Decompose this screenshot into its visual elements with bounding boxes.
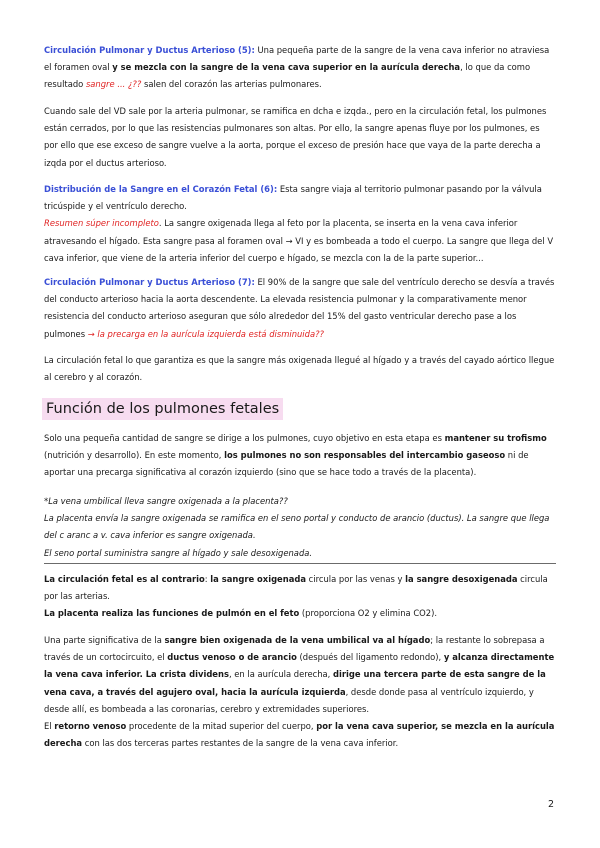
italic-text: El seno portal suministra sangre al hígado y sale desoxigenada. (44, 547, 313, 558)
paragraph-circulacion-pulmonar-7 (44, 274, 556, 343)
text: (después del ligamento redondo), (296, 652, 444, 663)
bold-text: por la vena cava superior, se mezcla en la aurícula derecha (44, 721, 555, 749)
text: procedente de la mitad superior del cuerpo, (126, 721, 317, 732)
bold-text: La circulación fetal es al contrario (44, 574, 205, 584)
text: . La sangre oxigenada llega al feto por la placenta, se inserta en la vena cava inferior atravesando el hígado. Esta sangre pasa al foramen oval → VI y es bombeada a todo el cuerpo. La sangre que llega del V cava inferior, que viene de la arteria inferior del cuerpo e hígado, se mezcla con la de la parte superior... (44, 218, 554, 263)
text: : (204, 574, 211, 584)
horizontal-rule (44, 563, 556, 564)
text: El (44, 721, 55, 732)
bold-text: ductus venoso o de arancio (167, 652, 297, 663)
text: con las dos terceras partes restantes de la sangre de la vena cava inferior. (82, 738, 399, 749)
paragraph-distribucion-6 (44, 181, 556, 267)
text: , lo que da como resultado (44, 62, 531, 90)
bold-text: retorno venoso (54, 721, 127, 732)
text: , desde donde pasa al ventrículo izquierdo, y desde allí, es bombeada a las coronarias, cerebro y extremidades superiores. (44, 686, 534, 714)
text: (nutrición y desarrollo). En este momento, (44, 450, 225, 461)
text: salen del corazón las arterias pulmonares. (141, 79, 322, 90)
red-note: sangre ... ¿?? (85, 79, 142, 90)
text: Una pequeña parte de la sangre de la vena cava inferior no atraviesa el foramen oval (44, 45, 550, 73)
text: Esta sangre viaja al territorio pulmonar pasando por la válvula tricúspide y el ventrículo derecho. (44, 184, 542, 212)
italic-text: La placenta envía la sangre oxigenada se ramifica en el seno portal y conducto de arancio (ductus). La sangre que llega del c aranc a v. cava inferior es sangre oxigenada. (44, 513, 550, 541)
bold-text: sangre bien oxigenada de la vena umbilical va al hígado (164, 635, 431, 645)
text: ; la restante lo sobrepasa a través de un cortocircuito, el (44, 635, 545, 663)
red-note: Resumen súper incompleto (44, 218, 159, 229)
paragraph-italic-notes (44, 493, 556, 562)
bold-text: la sangre oxigenada (210, 574, 307, 584)
bold-text: y alcanza directamente la vena cava inferior. La crista dividens (44, 652, 555, 680)
page-number: 2 (548, 799, 555, 810)
bold-text: y se mezcla con la sangre de la vena cava superior en la aurícula derecha (112, 62, 461, 73)
text: Una parte significativa de la (44, 635, 165, 645)
bold-text: los pulmones no son responsables del intercambio gaseoso (224, 450, 506, 461)
paragraph-circulacion-contrario (44, 571, 556, 623)
section-title-7: Circulación Pulmonar y Ductus Arterioso (7): (44, 277, 255, 287)
bold-text: mantener su trofismo (444, 433, 547, 443)
text: circula por las venas y (306, 574, 406, 584)
paragraph-circulacion-pulmonar-5 (44, 42, 556, 94)
italic-question: *La vena umbilical lleva sangre oxigenada a la placenta?? (44, 496, 288, 506)
paragraph-circulacion-fetal: La circulación fetal lo que garantiza es que la sangre más oxigenada llegué al hígado y a través del cayado aórtico llegue al cerebro y al corazón. (44, 355, 555, 383)
paragraph-vena-umbilical (44, 632, 556, 752)
bold-text: la sangre desoxigenada (405, 574, 518, 584)
text: Solo una pequeña cantidad de sangre se dirige a los pulmones, cuyo objetivo en esta etapa es (44, 433, 445, 443)
red-note: → la precarga en la aurícula izquierda está disminuida?? (87, 328, 324, 339)
text: (proporciona O2 y elimina CO2). (299, 608, 438, 619)
section-heading-pulmones: Función de los pulmones fetales (42, 398, 283, 420)
text: El 90% de la sangre que sale del ventrículo derecho se desvía a través del conducto arterioso hacia la aorta descendente. La elevada resistencia pulmonar y la comparativamente menor resistencia del conducto arterioso aseguran que sólo alrededor del 15% del gasto ventricular derecho pase a los pulmones (44, 277, 555, 339)
section-title-6: Distribución de la Sangre en el Corazón Fetal (6): (44, 184, 278, 194)
text: ni de aportar una precarga significativa al corazón izquierdo (sino que se hace todo a través de la placenta). (44, 450, 529, 478)
bold-text: dirige una tercera parte de esta sangre de la vena cava, a través del agujero oval, hacia la aurícula izquierda (44, 669, 546, 697)
paragraph-vd: Cuando sale del VD sale por la arteria pulmonar, se ramifica en dcha e izqda., pero en la circulación fetal, los pulmones están cerrados, por lo que las resistencias pulmonares son altas. Por ello, la sangre apenas fluye por los pulmones, es por ello que ese exceso de sangre vuelve a la aorta, porque el exceso de presión hace que vaya de la parte derecha a izqda por el ductus arterioso. (44, 106, 547, 168)
text: , en la aurícula derecha, (228, 669, 333, 680)
text: circula por las arterias. (44, 574, 548, 602)
paragraph-funcion-pulmones (44, 430, 556, 482)
bold-text: La placenta realiza las funciones de pulmón en el feto (44, 608, 300, 619)
section-title-5: Circulación Pulmonar y Ductus Arterioso (5): (44, 45, 255, 55)
